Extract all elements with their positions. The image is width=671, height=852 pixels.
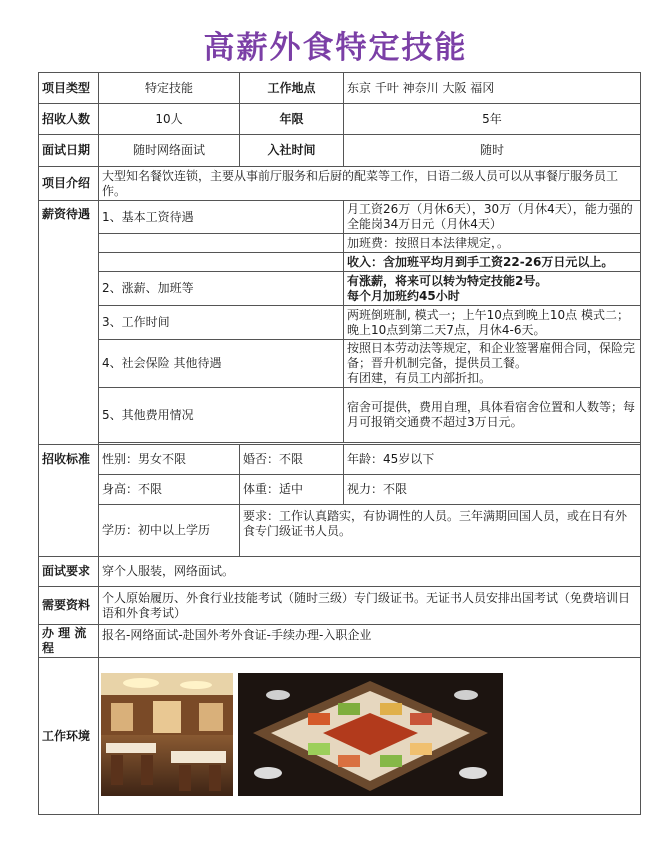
salary-overtime-pay: 加班费：按照日本法律规定，。 xyxy=(344,234,641,253)
label-interview-date: 面试日期 xyxy=(39,135,99,167)
req-demand: 要求：工作认真踏实，有协调性的人员。三年满期回国人员，或在日有外食专门级证书人员。 xyxy=(240,505,641,557)
hotpot-food-photo xyxy=(238,673,503,796)
label-term: 年限 xyxy=(240,104,344,135)
label-process: 办 理 流 程 xyxy=(39,625,99,658)
salary-item-5: 5、其他费用情况 xyxy=(99,388,344,443)
value-work-location: 东京 千叶 神奈川 大阪 福冈 xyxy=(344,73,641,104)
environment-photos xyxy=(99,658,641,815)
req-weight: 体重：适中 xyxy=(240,475,344,505)
label-interview-req: 面试要求 xyxy=(39,557,99,587)
value-interview-date: 随时网络面试 xyxy=(99,135,240,167)
restaurant-interior-photo xyxy=(101,673,233,796)
req-age: 年龄：45岁以下 xyxy=(344,445,641,475)
value-start-date: 随时 xyxy=(344,135,641,167)
label-start-date: 入社时间 xyxy=(240,135,344,167)
salary-overtime-hours: 每个月加班约45小时 xyxy=(347,288,460,303)
salary-item-4-detail xyxy=(344,340,641,388)
salary-item-3-detail: 两班倒班制, 模式一；上午10点到晚上10点 模式二；晚上10点到第二天7点，月休4-6天。 xyxy=(344,306,641,340)
value-interview-req: 穿个人服装，网络面试。 xyxy=(99,557,641,587)
salary-team-building: 有团建，有员工内部折扣。 xyxy=(347,371,492,385)
salary-raise: 有涨薪，将来可以转为特定技能2号。 xyxy=(347,273,548,288)
req-education: 学历：初中以上学历 xyxy=(99,505,240,557)
info-table xyxy=(38,72,641,815)
salary-insurance: 按照日本劳动法等规定，和企业签署雇佣合同，保险完备；晋升机制完备，提供员工餐。 xyxy=(347,341,636,370)
value-headcount: 10人 xyxy=(99,104,240,135)
value-project-type: 特定技能 xyxy=(99,73,240,104)
label-documents: 需要资料 xyxy=(39,587,99,625)
salary-empty-cell xyxy=(99,234,344,253)
salary-empty-cell xyxy=(99,253,344,272)
label-headcount: 招收人数 xyxy=(39,104,99,135)
label-intro: 项目介绍 xyxy=(39,167,99,201)
salary-item-1-detail: 月工资26万（月休6天），30万（月休4天），能力强的全能岗34万日元（月休4天） xyxy=(344,201,641,234)
req-vision: 视力：不限 xyxy=(344,475,641,505)
value-intro: 大型知名餐饮连锁，主要从事前厅服务和后厨的配菜等工作，日语二级人员可以从事餐厅服务员工作。 xyxy=(99,167,641,201)
label-salary: 薪资待遇 xyxy=(39,201,99,445)
value-term: 5年 xyxy=(344,104,641,135)
salary-item-2-detail xyxy=(344,272,641,306)
page-title: 高薪外食特定技能 xyxy=(203,30,468,66)
label-project-type: 项目类型 xyxy=(39,73,99,104)
value-documents: 个人原始履历、外食行业技能考试（随时三级）专门级证书。无证书人员安排出国考试（免费培训日语和外食考试） xyxy=(99,587,641,625)
req-marriage: 婚否：不限 xyxy=(240,445,344,475)
salary-item-2: 2、涨薪、加班等 xyxy=(99,272,344,306)
label-requirements: 招收标准 xyxy=(39,445,99,557)
value-process: 报名-网络面试-赴国外考外食证-手续办理-入职企业 xyxy=(99,625,641,658)
salary-item-1: 1、基本工资待遇 xyxy=(99,201,344,234)
label-environment: 工作环境 xyxy=(39,658,99,815)
label-work-location: 工作地点 xyxy=(240,73,344,104)
salary-income: 收入：含加班平均月到手工资22-26万日元以上。 xyxy=(344,253,641,272)
salary-item-4: 4、社会保险 其他待遇 xyxy=(99,340,344,388)
req-gender: 性别：男女不限 xyxy=(99,445,240,475)
salary-item-3: 3、工作时间 xyxy=(99,306,344,340)
req-height: 身高：不限 xyxy=(99,475,240,505)
salary-item-5-detail: 宿舍可提供，费用自理，具体看宿舍位置和人数等；每月可报销交通费不超过3万日元。 xyxy=(344,388,641,443)
